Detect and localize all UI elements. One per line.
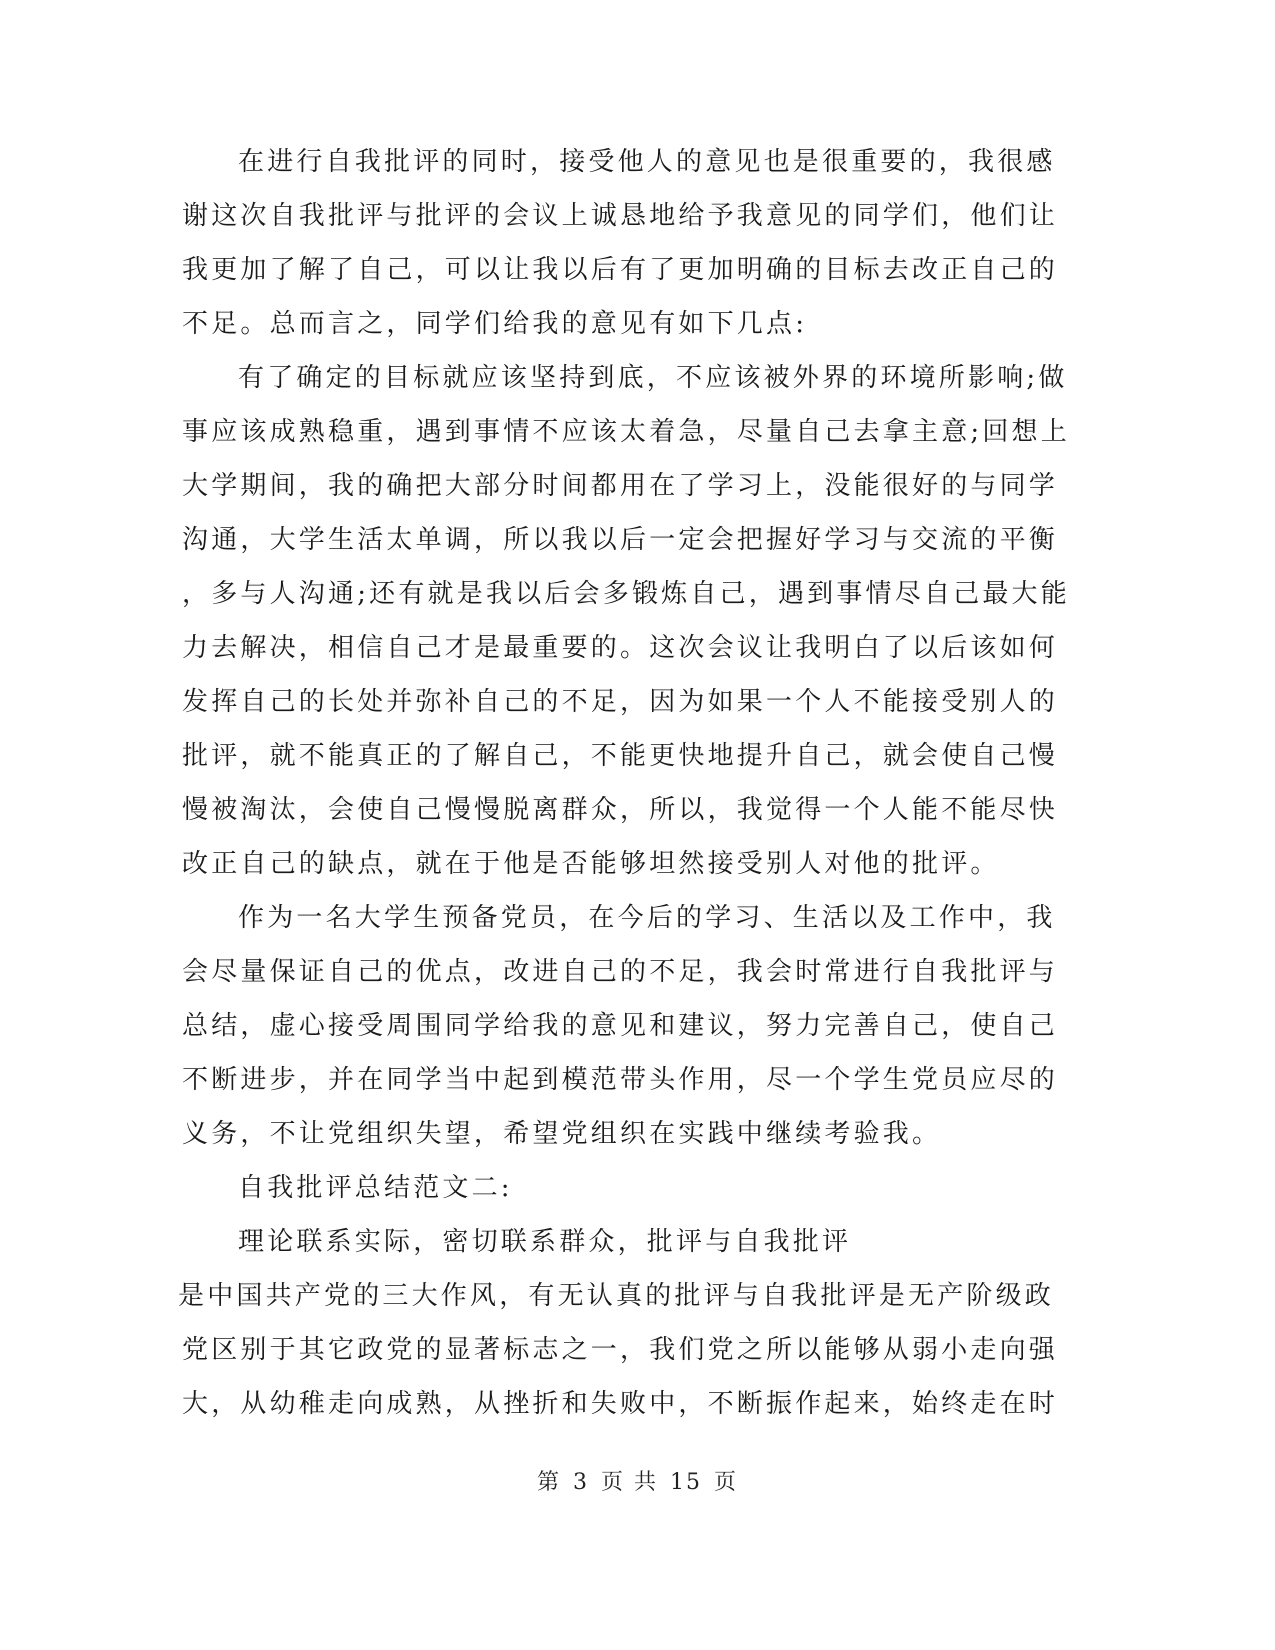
text-line: 在进行自我批评的同时，接受他人的意见也是很重要的，我很感	[238, 147, 1056, 177]
footer-middle: 页 共	[601, 1470, 658, 1495]
text-line: 理论联系实际，密切联系群众，批评与自我批评	[238, 1227, 852, 1257]
text-line: 不断进步，并在同学当中起到模范带头作用，尽一个学生党员应尽的	[182, 1065, 1059, 1095]
text-line: 党区别于其它政党的显著标志之一，我们党之所以能够从弱小走向强	[182, 1335, 1059, 1365]
text-line: 作为一名大学生预备党员，在今后的学习、生活以及工作中，我	[238, 903, 1056, 933]
total-pages: 15	[670, 1470, 702, 1495]
text-line: 会尽量保证自己的优点，改进自己的不足，我会时常进行自我批评与	[182, 957, 1059, 987]
section-heading: 自我批评总结范文二:	[238, 1173, 513, 1203]
text-line: 我更加了解了自己，可以让我以后有了更加明确的目标去改正自己的	[182, 255, 1059, 285]
text-line: 力去解决，相信自己才是最重要的。这次会议让我明白了以后该如何	[182, 633, 1059, 663]
text-line: 改正自己的缺点，就在于他是否能够坦然接受别人对他的批评。	[182, 849, 1000, 879]
text-line: 沟通，大学生活太单调，所以我以后一定会把握好学习与交流的平衡	[182, 525, 1059, 555]
page-number: 3	[573, 1470, 589, 1495]
text-line: 批评，就不能真正的了解自己，不能更快地提升自己，就会使自己慢	[182, 741, 1059, 771]
text-line: ，多与人沟通;还有就是我以后会多锻炼自己，遇到事情尽自己最大能	[182, 579, 1070, 609]
footer-prefix: 第	[536, 1470, 561, 1495]
text-line: 不足。总而言之，同学们给我的意见有如下几点:	[182, 309, 808, 339]
text-line: 事应该成熟稳重，遇到事情不应该太着急，尽量自己去拿主意;回想上	[182, 417, 1070, 447]
text-line: 发挥自己的长处并弥补自己的不足，因为如果一个人不能接受别人的	[182, 687, 1059, 717]
text-line: 谢这次自我批评与批评的会议上诚恳地给予我意见的同学们，他们让	[182, 201, 1059, 231]
text-line: 大，从幼稚走向成熟，从挫折和失败中，不断振作起来，始终走在时	[182, 1389, 1059, 1419]
text-line: 有了确定的目标就应该坚持到底，不应该被外界的环境所影响;做	[238, 363, 1068, 393]
text-line: 是中国共产党的三大作风，有无认真的批评与自我批评是无产阶级政	[178, 1281, 1055, 1311]
footer-suffix: 页	[714, 1470, 739, 1495]
text-line: 义务，不让党组织失望，希望党组织在实践中继续考验我。	[182, 1119, 942, 1149]
page-footer	[0, 1468, 1275, 1498]
text-line: 慢被淘汰，会使自己慢慢脱离群众，所以，我觉得一个人能不能尽快	[182, 795, 1059, 825]
text-line: 大学期间，我的确把大部分时间都用在了学习上，没能很好的与同学	[182, 471, 1059, 501]
text-line: 总结，虚心接受周围同学给我的意见和建议，努力完善自己，使自己	[182, 1011, 1059, 1041]
